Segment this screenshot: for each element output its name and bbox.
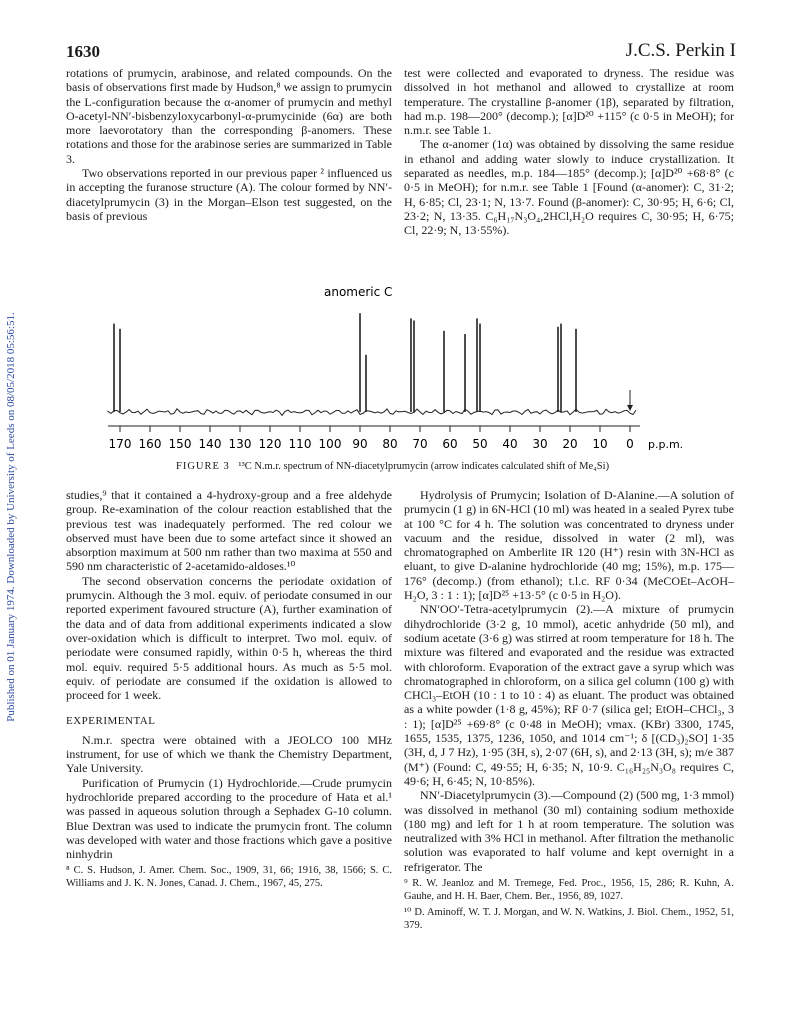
paragraph: The α-anomer (1α) was obtained by dissolving the same residue in ethanol and adding water slowly to induce crystallization. It separated as needles, m.p. 184—185° (decomp.); [α]D²⁰ +68·8° (c 0·5 in MeOH); for n.m.r. see Table 1 [Found (α-anomer): C, 31·2; H, 6·85; Cl, 23·1; N, 13·7. Found (β-anomer): C, 30·95; H, 6·6; Cl, 23·2; N, 13·35. C₆H₁₇N₃O₄,2HCl,H₂O requires C, 30·95; H, 6·75; Cl, 22·9; N, 13·55%). <box>404 137 734 238</box>
footnote: ¹⁰ D. Aminoff, W. T. J. Morgan, and W. N. Watkins, J. Biol. Chem., 1952, 51, 379. <box>404 907 734 931</box>
x-tick-label: 50 <box>472 437 488 451</box>
figure-caption-text: ¹³C N.m.r. spectrum of NN-diacetylprumycin (arrow indicates calculated shift of Me₄Si) <box>238 461 610 472</box>
x-tick-label: 160 <box>138 437 162 451</box>
bottom-right-column <box>404 488 734 932</box>
journal-title: J.C.S. Perkin I <box>625 40 736 61</box>
paragraph: Two observations reported in our previous paper ² influenced us in accepting the furanose structure (A). The colour formed by NN′-diacetylprumycin (3) in the Morgan–Elson test suggested, on the basis of previous <box>66 166 392 223</box>
download-watermark-text: Published on 01 January 1974. Downloaded by University of Leeds on 08/05/2018 05:56:51. <box>5 311 17 722</box>
page-number: 1630 <box>66 42 100 61</box>
paragraph: studies,⁹ that it contained a 4-hydroxy-group and a free aldehyde group. Re-examination of the colour reaction established that the previous test was inadequately performed. The red colour we observed must have been due to some artefact since it showed an absorption maximum at 500 nm rather than two maxima at 550 and 590 nm characteristic of 2-acetamido-aldoses.¹⁰ <box>66 488 392 574</box>
paragraph: N.m.r. spectra were obtained with a JEOLCO 100 MHz instrument, for use of which we thank the Chemistry Department, Yale University. <box>66 732 392 776</box>
x-tick-label: 80 <box>382 437 398 451</box>
paragraph: Purification of Prumycin (1) Hydrochloride.—Crude prumycin hydrochloride prepared according to the procedure of Hata et al.¹ was passed in aqueous solution through a Sephadex G-10 column. Blue Dextran was used to indicate the prumycin front. The column was developed with water and those fractions which gave a positive ninhydrin <box>66 775 392 862</box>
bottom-left-column <box>66 488 392 890</box>
reference-arrow-head <box>627 405 633 411</box>
x-tick-label: 30 <box>532 437 548 451</box>
x-tick-label: 70 <box>412 437 428 451</box>
anomeric-annotation: anomeric C <box>324 285 393 299</box>
paragraph: The second observation concerns the periodate oxidation of prumycin. Although the 3 mol. equiv. of periodate consumed in our reported experiment favoured structure (A), further examination of the data and of data from additional experiments indicated a slow over-oxidation which is difficult to interpret. Two mol. equiv. of periodate were consumed rapidly, within 0·5 h, whereas the third mol. equiv. required 5·5 additional hours. As much as 5·5 mol. equiv. of periodate are consumed if the oxidation is allowed to proceed for 1 week. <box>66 573 392 703</box>
x-tick-label: 0 <box>626 437 634 451</box>
figure-label: FIGURE 3 <box>176 461 230 472</box>
x-tick-label: 120 <box>258 437 282 451</box>
reference-arrow <box>627 390 633 411</box>
x-axis-ticks <box>109 426 634 451</box>
x-tick-label: 90 <box>352 437 368 451</box>
x-axis-unit: p.p.m. <box>648 438 684 451</box>
paragraph: NN′OO′-Tetra-acetylprumycin (2).—A mixture of prumycin dihydrochloride (3·2 g, 10 mmol), acetic anhydride (50 ml), and sodium acetate (3·6 g) was stirred at room temperature for 18 h. The mixture was filtered and evaporated and the residue was extracted with chloroform. Evaporation of the extract gave a syrup which was chromatographed in chloroform, on a silica gel column (100 g) with CHCl₃–EtOH (10 : 1 to 10 : 4) as eluant. The product was obtained as a white powder (1·8 g, 45%); RF 0·7 (silica gel; EtOH–CHCl₃, 3 : 1); [α]D²⁵ +69·8° (c 0·48 in MeOH); νmax. (KBr) 3300, 1745, 1655, 1535, 1375, 1236, 1050, and 1014 cm⁻¹; δ [(CD₃)₂SO] 1·35 (3H, d, J 7 Hz), 1·95 (3H, s), 2·07 (6H, s), and 2·13 (3H, s); m/e 387 (M⁺) (Found: C, 49·55; H, 6·35; N, 10·9. C₁₆H₂₅N₃O₈ requires C, 49·6; H, 6·45; N, 10·85%). <box>404 602 734 788</box>
paragraph: NN′-Diacetylprumycin (3).—Compound (2) (500 mg, 1·3 mmol) was dissolved in methanol (30 ml) containing sodium methoxide (180 mg) and left for 1 h at room temperature. The solution was neutralized with 3% HCl in methanol. After filtration the methanolic solution was evaporated to half volume and kept overnight in a refrigerator. The <box>404 788 734 874</box>
footnote: ⁹ R. W. Jeanloz and M. Tremege, Fed. Proc., 1956, 15, 286; R. Kuhn, A. Gauhe, and H. H. Baer, Chem. Ber., 1956, 89, 1027. <box>404 878 734 902</box>
x-tick-label: 130 <box>228 437 252 451</box>
x-tick-label: 60 <box>442 437 458 451</box>
paragraph: rotations of prumycin, arabinose, and related compounds. On the basis of observations first made by Hudson,⁸ we assign to prumycin the L-configuration because the α-anomer of prumycin and methyl O-acetyl-NN′-bisbenzyloxycarbonyl-α-prumycinide (6α) are both more laevorotatory than the corresponding β-anomers. These rotations and those for the arabinose series are summarized in Table 3. <box>66 66 392 166</box>
paragraph: Hydrolysis of Prumycin; Isolation of D-Alanine.—A solution of prumycin (1 g) in 6N-HCl (10 ml) was heated in a sealed Pyrex tube at 100 °C for 4 h. The solution was concentrated to dryness under vacuum and the residue, dissolved in water (2 ml), was chromatographed on Amberlite IR 120 (H⁺) resin with 3N-HCl as eluant, to give D-alanine hydrochloride (40 mg; 15%), m.p. 175—176° (decomp.) (from ethanol); t.l.c. RF 0·34 (MeCOEt–AcOH–H₂O, 3 : 1 : 1); [α]D²⁵ +13·5° (c 0·5 in H₂O). <box>404 488 734 603</box>
footnote: ⁸ C. S. Hudson, J. Amer. Chem. Soc., 1909, 31, 66; 1916, 38, 1566; S. C. Williams and J. K. N. Jones, Canad. J. Chem., 1967, 45, 275. <box>66 865 392 889</box>
x-tick-label: 140 <box>198 437 222 451</box>
download-watermark <box>0 0 22 1033</box>
x-tick-label: 100 <box>318 437 342 451</box>
x-tick-label: 150 <box>168 437 192 451</box>
figure-caption <box>176 461 736 472</box>
top-right-column <box>404 66 734 238</box>
spectrum-baseline <box>108 409 636 416</box>
paragraph: test were collected and evaporated to dryness. The residue was dissolved in hot methanol and allowed to crystallize at room temperature. The crystalline β-anomer (1β), separated by filtration, had m.p. 198—200° (decomp.); [α]D²⁰ +115° (c 0·5 in MeOH); for n.m.r. see Table 1. <box>404 66 734 138</box>
section-heading: EXPERIMENTAL <box>66 715 156 728</box>
x-tick-label: 40 <box>502 437 518 451</box>
spectrum-peaks <box>114 313 576 412</box>
x-tick-label: 20 <box>562 437 578 451</box>
top-left-column <box>66 66 392 223</box>
x-tick-label: 170 <box>108 437 132 451</box>
x-tick-label: 10 <box>592 437 608 451</box>
nmr-spectrum-figure <box>100 276 740 476</box>
x-tick-label: 110 <box>288 437 312 451</box>
